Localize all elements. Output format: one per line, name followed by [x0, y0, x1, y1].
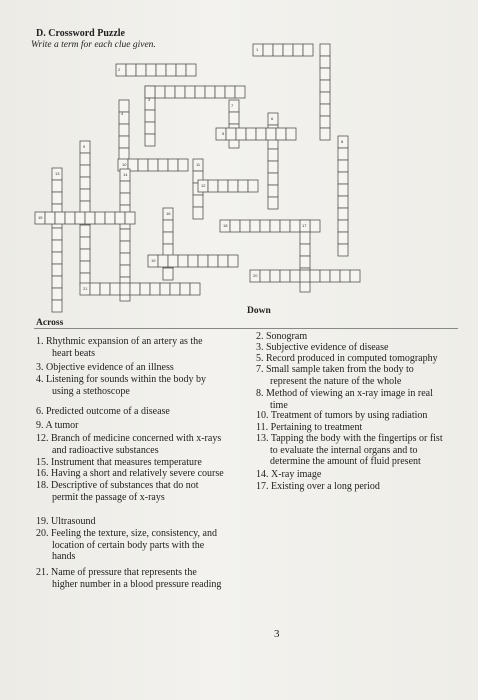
grid-cell[interactable] — [80, 225, 90, 237]
grid-cell[interactable] — [320, 44, 330, 56]
grid-cell[interactable] — [338, 148, 348, 160]
down-clue: 7. Small sample taken from the body to — [256, 364, 414, 375]
grid-clue-number: 17 — [302, 223, 307, 228]
grid-cell[interactable] — [52, 180, 62, 192]
down-clue: 2. Sonogram — [256, 331, 308, 342]
grid-cell[interactable] — [80, 201, 90, 213]
grid-cell[interactable] — [163, 232, 173, 244]
grid-cell[interactable] — [240, 220, 250, 232]
grid-cell[interactable] — [268, 197, 278, 209]
grid-cell[interactable] — [170, 283, 180, 295]
across-clue-cont: using a stethoscope — [52, 385, 130, 397]
grid-clue-number: 9 — [83, 144, 86, 149]
grid-cell[interactable] — [52, 228, 62, 240]
across-clue-cont: higher number in a blood pressure reading — [52, 578, 222, 590]
grid-cell[interactable] — [193, 207, 203, 219]
grid-clue-number: 8 — [341, 139, 344, 144]
down-clue: 10. Treatment of tumors by using radiation — [256, 410, 428, 421]
grid-clue-number: 5 — [222, 131, 225, 136]
grid-clue-number: 7 — [231, 103, 234, 108]
grid-cell[interactable] — [268, 149, 278, 161]
grid-clue-number: 15 — [38, 215, 43, 220]
grid-cell[interactable] — [338, 244, 348, 256]
grid-cell[interactable] — [168, 255, 178, 267]
down-clue: 8. Method of viewing an x-ray image in real — [256, 388, 433, 399]
divider-line — [34, 328, 458, 329]
grid-cell[interactable] — [286, 128, 296, 140]
grid-cell[interactable] — [160, 283, 170, 295]
grid-cell[interactable] — [186, 64, 196, 76]
grid-cell[interactable] — [238, 180, 248, 192]
grid-cell[interactable] — [175, 86, 185, 98]
grid-cell[interactable] — [150, 283, 160, 295]
grid-cell[interactable] — [158, 159, 168, 171]
down-clue-cont: to evaluate the internal organs and to — [270, 444, 418, 456]
grid-cell[interactable] — [178, 159, 188, 171]
grid-cell[interactable] — [80, 261, 90, 273]
section-title: D. Crossword Puzzle — [36, 28, 125, 39]
grid-cell[interactable] — [146, 64, 156, 76]
across-clue-cont: heart beats — [52, 347, 96, 359]
grid-cell[interactable] — [80, 165, 90, 177]
across-clue: 6. Predicted outcome of a disease — [36, 406, 170, 417]
grid-cell[interactable] — [155, 86, 165, 98]
crossword-grid — [0, 0, 478, 320]
across-clue-cont: hands — [52, 551, 76, 562]
grid-cell[interactable] — [195, 86, 205, 98]
grid-cell[interactable] — [105, 212, 115, 224]
across-clue: 16. Having a short and relatively severe course — [36, 468, 224, 479]
grid-cell[interactable] — [229, 112, 239, 124]
across-clue-cont: location of certain body parts with the — [52, 539, 205, 551]
grid-clue-number: 10 — [122, 162, 127, 167]
grid-cell[interactable] — [120, 253, 130, 265]
down-clue-cont: represent the nature of the whole — [270, 375, 402, 387]
grid-clue-number: 2 — [118, 67, 121, 72]
grid-cell[interactable] — [216, 128, 226, 140]
grid-cell[interactable] — [119, 148, 129, 160]
grid-cell[interactable] — [110, 283, 120, 295]
grid-cell[interactable] — [178, 255, 188, 267]
grid-cell[interactable] — [205, 86, 215, 98]
across-clue: 19. Ultrasound — [36, 516, 96, 527]
grid-cell[interactable] — [52, 192, 62, 204]
grid-cell[interactable] — [120, 181, 130, 193]
grid-cell[interactable] — [320, 56, 330, 68]
grid-cell[interactable] — [80, 177, 90, 189]
grid-cell[interactable] — [266, 128, 276, 140]
grid-cell[interactable] — [119, 124, 129, 136]
grid-cell[interactable] — [338, 196, 348, 208]
grid-cell[interactable] — [130, 283, 140, 295]
section-instructions: Write a term for each clue given. — [31, 40, 156, 50]
grid-clue-number: 6 — [271, 116, 274, 121]
grid-cell[interactable] — [176, 64, 186, 76]
across-clue: 15. Instrument that measures temperature — [36, 457, 202, 468]
grid-cell[interactable] — [52, 288, 62, 300]
grid-clue-number: 18 — [223, 223, 228, 228]
grid-cell[interactable] — [145, 110, 155, 122]
down-clue-cont: determine the amount of fluid present — [270, 456, 421, 467]
grid-cell[interactable] — [268, 161, 278, 173]
grid-cell[interactable] — [52, 252, 62, 264]
grid-cell[interactable] — [260, 220, 270, 232]
grid-cell[interactable] — [300, 244, 310, 256]
grid-cell[interactable] — [120, 241, 130, 253]
grid-cell[interactable] — [320, 270, 330, 282]
grid-cell[interactable] — [45, 212, 55, 224]
grid-cell[interactable] — [119, 136, 129, 148]
grid-cell[interactable] — [340, 270, 350, 282]
grid-cell[interactable] — [236, 128, 246, 140]
grid-cell[interactable] — [293, 44, 303, 56]
grid-cell[interactable] — [280, 270, 290, 282]
grid-cell[interactable] — [263, 44, 273, 56]
grid-cell[interactable] — [185, 86, 195, 98]
grid-clue-number: 12 — [201, 183, 206, 188]
grid-cell[interactable] — [276, 128, 286, 140]
grid-cell[interactable] — [350, 270, 360, 282]
grid-cell[interactable] — [85, 212, 95, 224]
grid-cell[interactable] — [338, 160, 348, 172]
across-clue: 4. Listening for sounds within the body by — [36, 374, 206, 385]
grid-clue-number: 14 — [123, 172, 128, 177]
grid-cell[interactable] — [52, 276, 62, 288]
grid-cell[interactable] — [226, 128, 236, 140]
grid-cell[interactable] — [148, 159, 158, 171]
across-clue-cont: permit the passage of x-rays — [52, 491, 165, 503]
grid-cell[interactable] — [80, 153, 90, 165]
grid-cell[interactable] — [52, 264, 62, 276]
grid-cell[interactable] — [310, 270, 320, 282]
grid-cell[interactable] — [270, 270, 280, 282]
grid-clue-number: 11 — [196, 162, 201, 167]
grid-cell[interactable] — [120, 229, 130, 241]
grid-cell[interactable] — [218, 180, 228, 192]
grid-cell[interactable] — [280, 220, 290, 232]
grid-cell[interactable] — [156, 64, 166, 76]
grid-cell[interactable] — [208, 180, 218, 192]
grid-clue-number: 20 — [253, 273, 258, 278]
grid-cell[interactable] — [338, 172, 348, 184]
grid-cell[interactable] — [270, 220, 280, 232]
grid-cell[interactable] — [95, 212, 105, 224]
grid-cell[interactable] — [230, 220, 240, 232]
grid-cell[interactable] — [190, 283, 200, 295]
grid-cell[interactable] — [163, 244, 173, 256]
down-clue: 11. Pertaining to treatment — [256, 422, 363, 433]
grid-cell[interactable] — [115, 212, 125, 224]
grid-cell[interactable] — [52, 300, 62, 312]
grid-cell[interactable] — [320, 68, 330, 80]
grid-cell[interactable] — [180, 283, 190, 295]
across-clue-cont: and radioactive substances — [52, 444, 159, 456]
grid-cell[interactable] — [290, 220, 300, 232]
grid-cell[interactable] — [140, 283, 150, 295]
grid-cell[interactable] — [303, 44, 313, 56]
across-heading: Across — [36, 318, 64, 328]
grid-cell[interactable] — [320, 128, 330, 140]
down-clue-cont: time — [270, 399, 288, 411]
grid-cell[interactable] — [225, 86, 235, 98]
grid-cell[interactable] — [268, 173, 278, 185]
grid-cell[interactable] — [268, 185, 278, 197]
grid-cell[interactable] — [310, 220, 320, 232]
grid-cell[interactable] — [215, 86, 225, 98]
grid-cell[interactable] — [273, 44, 283, 56]
grid-cell[interactable] — [300, 232, 310, 244]
grid-cell[interactable] — [168, 159, 178, 171]
across-clue: 9. A tumor — [36, 420, 79, 431]
grid-cell[interactable] — [338, 208, 348, 220]
grid-cell[interactable] — [320, 116, 330, 128]
down-clue: 3. Subjective evidence of disease — [256, 342, 389, 353]
grid-cell[interactable] — [228, 255, 238, 267]
across-clue: 1. Rhythmic expansion of an artery as the — [36, 336, 203, 347]
grid-cell[interactable] — [65, 212, 75, 224]
grid-cell[interactable] — [228, 180, 238, 192]
grid-cell[interactable] — [300, 256, 310, 268]
grid-cell[interactable] — [218, 255, 228, 267]
grid-cell[interactable] — [320, 104, 330, 116]
grid-cell[interactable] — [290, 270, 300, 282]
grid-cell[interactable] — [320, 92, 330, 104]
grid-cell[interactable] — [256, 128, 266, 140]
grid-cell[interactable] — [80, 237, 90, 249]
grid-cell[interactable] — [338, 220, 348, 232]
grid-cell[interactable] — [283, 44, 293, 56]
grid-cell[interactable] — [163, 220, 173, 232]
across-clue: 3. Objective evidence of an illness — [36, 362, 174, 373]
grid-clue-number: 16 — [166, 211, 171, 216]
grid-cell[interactable] — [248, 180, 258, 192]
grid-cell[interactable] — [120, 265, 130, 277]
grid-cell[interactable] — [145, 134, 155, 146]
grid-clue-number: 21 — [83, 286, 88, 291]
grid-cell[interactable] — [125, 212, 135, 224]
down-heading: Down — [247, 306, 271, 316]
across-clue: 20. Feeling the texture, size, consistency, and — [36, 528, 217, 539]
grid-cell[interactable] — [338, 232, 348, 244]
grid-cell[interactable] — [193, 195, 203, 207]
grid-clue-number: 1 — [256, 47, 259, 52]
grid-cell[interactable] — [198, 255, 208, 267]
grid-cell[interactable] — [330, 270, 340, 282]
grid-cell[interactable] — [90, 283, 100, 295]
grid-cell[interactable] — [208, 255, 218, 267]
grid-cell[interactable] — [260, 270, 270, 282]
grid-cell[interactable] — [138, 159, 148, 171]
grid-cell[interactable] — [136, 64, 146, 76]
down-clue: 14. X-ray image — [256, 469, 322, 480]
page-number: 3 — [274, 628, 280, 640]
grid-cell[interactable] — [120, 193, 130, 205]
grid-cell[interactable] — [126, 64, 136, 76]
grid-cell[interactable] — [163, 268, 173, 280]
grid-cell[interactable] — [52, 240, 62, 252]
grid-cell[interactable] — [80, 189, 90, 201]
grid-cell[interactable] — [250, 220, 260, 232]
grid-cell[interactable] — [300, 270, 310, 282]
grid-cell[interactable] — [120, 283, 130, 295]
grid-cell[interactable] — [320, 80, 330, 92]
grid-cell[interactable] — [188, 255, 198, 267]
grid-cell[interactable] — [158, 255, 168, 267]
grid-cell[interactable] — [145, 122, 155, 134]
across-clue: 12. Branch of medicine concerned with x-rays — [36, 433, 222, 444]
grid-clue-number: 3 — [148, 97, 151, 102]
down-clue: 17. Existing over a long period — [256, 481, 380, 492]
grid-cell[interactable] — [165, 86, 175, 98]
grid-cell[interactable] — [100, 283, 110, 295]
grid-cell[interactable] — [338, 184, 348, 196]
across-clue: 21. Name of pressure that represents the — [36, 567, 197, 578]
down-clue: 13. Tapping the body with the fingertips or fist — [256, 433, 443, 444]
grid-cell[interactable] — [55, 212, 65, 224]
grid-cell[interactable] — [75, 212, 85, 224]
grid-clue-number: 13 — [55, 171, 60, 176]
grid-clue-number: 4 — [121, 111, 124, 116]
grid-cell[interactable] — [246, 128, 256, 140]
across-clue: 18. Descriptive of substances that do not — [36, 480, 199, 491]
grid-cell[interactable] — [80, 249, 90, 261]
grid-cell[interactable] — [235, 86, 245, 98]
grid-clue-number: 19 — [151, 258, 156, 263]
grid-cell[interactable] — [166, 64, 176, 76]
down-clue: 5. Record produced in computed tomography — [256, 353, 438, 364]
